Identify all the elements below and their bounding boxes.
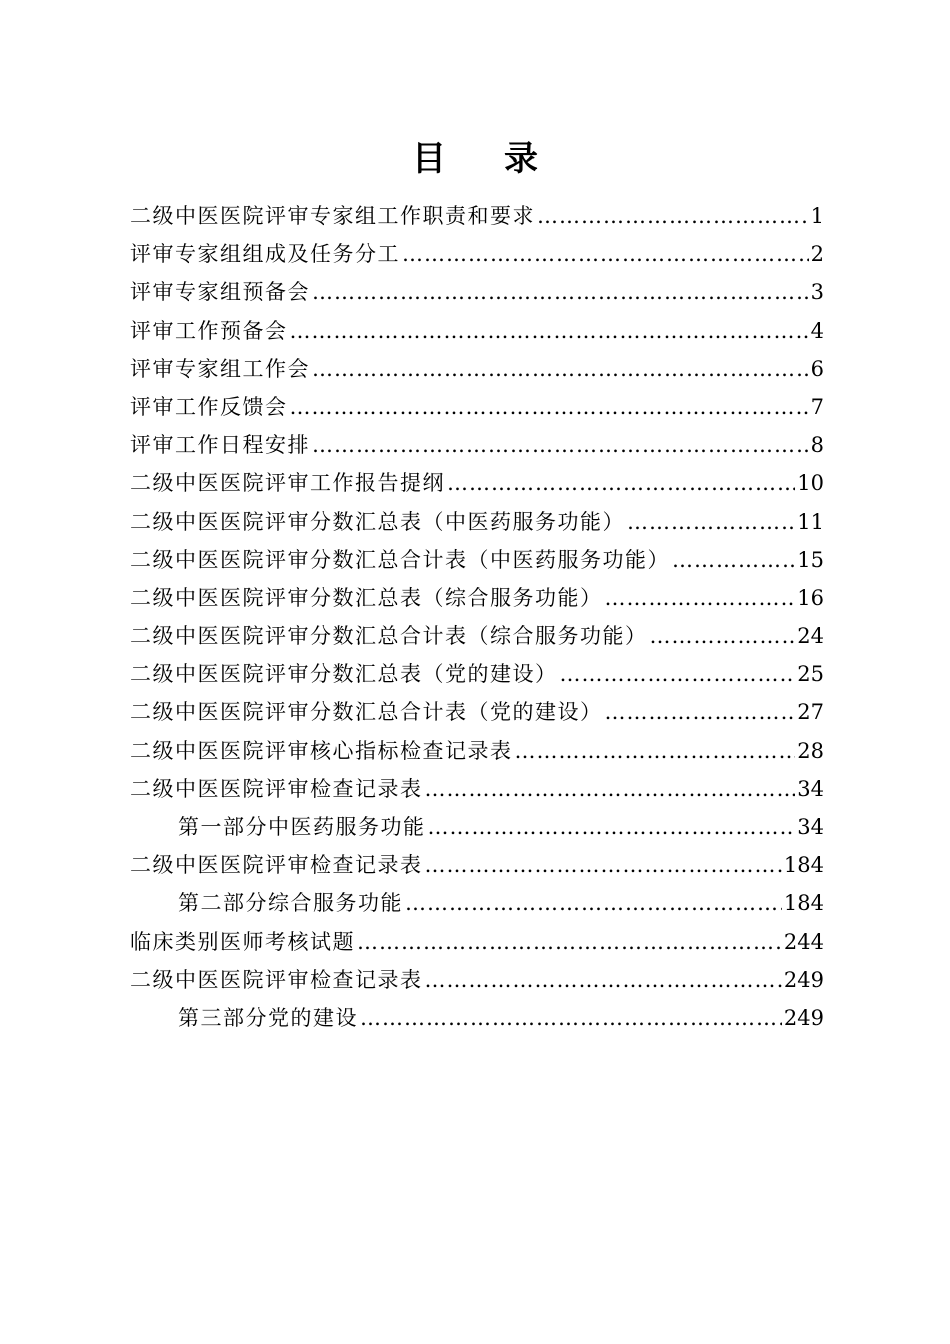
toc-entry-label: 第一部分中医药服务功能 <box>178 815 426 839</box>
toc-entry[interactable] <box>130 197 824 235</box>
toc-page-number: 184 <box>783 853 824 878</box>
toc-entry[interactable] <box>130 503 824 541</box>
toc-page-number: 244 <box>783 929 824 954</box>
toc-entry[interactable] <box>130 770 824 808</box>
toc-dot-leader <box>605 693 796 731</box>
toc-subentry[interactable] <box>130 808 824 846</box>
toc-entry-label: 二级中医医院评审检查记录表 <box>130 776 423 801</box>
toc-dot-leader <box>428 808 796 846</box>
toc-page-number: 1 <box>810 204 824 228</box>
toc-dot-leader <box>537 197 809 235</box>
toc-entry[interactable] <box>130 655 824 693</box>
toc-entry-label: 第二部分综合服务功能 <box>178 891 403 916</box>
toc-entry[interactable] <box>130 732 824 770</box>
toc-dot-leader <box>312 426 809 464</box>
toc-dot-leader <box>605 579 796 617</box>
toc-page-number: 34 <box>797 776 824 801</box>
toc-entry[interactable] <box>130 961 824 999</box>
toc-page-number: 34 <box>797 815 824 839</box>
table-of-contents <box>130 197 824 1037</box>
toc-entry-label: 第三部分党的建设 <box>178 1005 358 1030</box>
toc-entry-label: 二级中医医院评审分数汇总合计表（综合服务功能） <box>130 624 648 649</box>
toc-page-number: 27 <box>797 700 824 725</box>
toc-entry[interactable] <box>130 693 824 731</box>
toc-entry-label: 二级中医医院评审核心指标检查记录表 <box>130 738 513 763</box>
toc-entry-label: 临床类别医师考核试题 <box>130 929 355 954</box>
page-title <box>0 131 950 180</box>
toc-entry[interactable] <box>130 312 824 350</box>
toc-page-number: 10 <box>797 471 824 496</box>
toc-dot-leader <box>425 961 782 999</box>
toc-entry-label: 评审专家组工作会 <box>130 356 310 381</box>
toc-dot-leader <box>560 655 796 693</box>
toc-entry-label: 二级中医医院评审分数汇总表（党的建设） <box>130 662 558 687</box>
toc-page-number: 25 <box>797 662 824 687</box>
toc-entry[interactable] <box>130 464 824 502</box>
toc-dot-leader <box>290 388 809 426</box>
title-char-1: 目 <box>412 138 446 179</box>
toc-page-number: 249 <box>783 1005 824 1030</box>
toc-page-number: 7 <box>810 394 824 419</box>
toc-entry[interactable] <box>130 541 824 579</box>
toc-entry-label: 评审工作预备会 <box>130 318 288 343</box>
toc-entry-label: 二级中医医院评审专家组工作职责和要求 <box>130 204 535 228</box>
toc-page-number: 8 <box>810 433 824 458</box>
toc-entry-label: 二级中医医院评审分数汇总表（综合服务功能） <box>130 585 603 610</box>
toc-page-number: 249 <box>783 967 824 992</box>
toc-entry[interactable] <box>130 388 824 426</box>
toc-page-number: 3 <box>810 280 824 305</box>
toc-entry[interactable] <box>130 923 824 961</box>
toc-page-number: 2 <box>810 242 824 267</box>
toc-entry[interactable] <box>130 235 824 273</box>
toc-entry[interactable] <box>130 350 824 388</box>
toc-dot-leader <box>672 541 795 579</box>
toc-entry-label: 二级中医医院评审分数汇总合计表（中医药服务功能） <box>130 547 670 572</box>
toc-page-number: 16 <box>797 585 824 610</box>
toc-page-number: 28 <box>797 738 824 763</box>
toc-entry[interactable] <box>130 579 824 617</box>
toc-dot-leader <box>402 235 809 273</box>
toc-page-number: 4 <box>810 318 824 343</box>
toc-entry[interactable] <box>130 273 824 311</box>
toc-page-number: 6 <box>810 356 824 381</box>
toc-entry[interactable] <box>130 617 824 655</box>
toc-dot-leader <box>515 732 796 770</box>
toc-entry[interactable] <box>130 846 824 884</box>
toc-entry-label: 二级中医医院评审工作报告提纲 <box>130 471 445 496</box>
toc-dot-leader <box>447 464 795 502</box>
toc-page-number: 184 <box>783 891 824 916</box>
toc-dot-leader <box>360 999 782 1037</box>
toc-entry-label: 二级中医医院评审检查记录表 <box>130 967 423 992</box>
toc-entry-label: 二级中医医院评审分数汇总合计表（党的建设） <box>130 700 603 725</box>
toc-subentry[interactable] <box>130 884 824 922</box>
toc-dot-leader <box>627 503 795 541</box>
toc-entry-label: 二级中医医院评审分数汇总表（中医药服务功能） <box>130 509 625 534</box>
toc-dot-leader <box>650 617 796 655</box>
toc-page-number: 15 <box>797 547 824 572</box>
toc-dot-leader <box>312 273 809 311</box>
toc-entry-label: 评审专家组组成及任务分工 <box>130 242 400 267</box>
toc-entry[interactable] <box>130 426 824 464</box>
toc-entry-label: 二级中医医院评审检查记录表 <box>130 853 423 878</box>
toc-page-number: 11 <box>797 509 824 534</box>
toc-dot-leader <box>405 884 782 922</box>
toc-dot-leader <box>425 846 782 884</box>
toc-entry-label: 评审工作日程安排 <box>130 433 310 458</box>
toc-entry-label: 评审工作反馈会 <box>130 394 288 419</box>
toc-dot-leader <box>357 923 782 961</box>
toc-entry-label: 评审专家组预备会 <box>130 280 310 305</box>
toc-dot-leader <box>425 770 796 808</box>
toc-dot-leader <box>290 312 809 350</box>
title-char-2: 录 <box>504 138 538 179</box>
toc-subentry[interactable] <box>130 999 824 1037</box>
toc-page-number: 24 <box>797 624 824 649</box>
toc-dot-leader <box>312 350 809 388</box>
